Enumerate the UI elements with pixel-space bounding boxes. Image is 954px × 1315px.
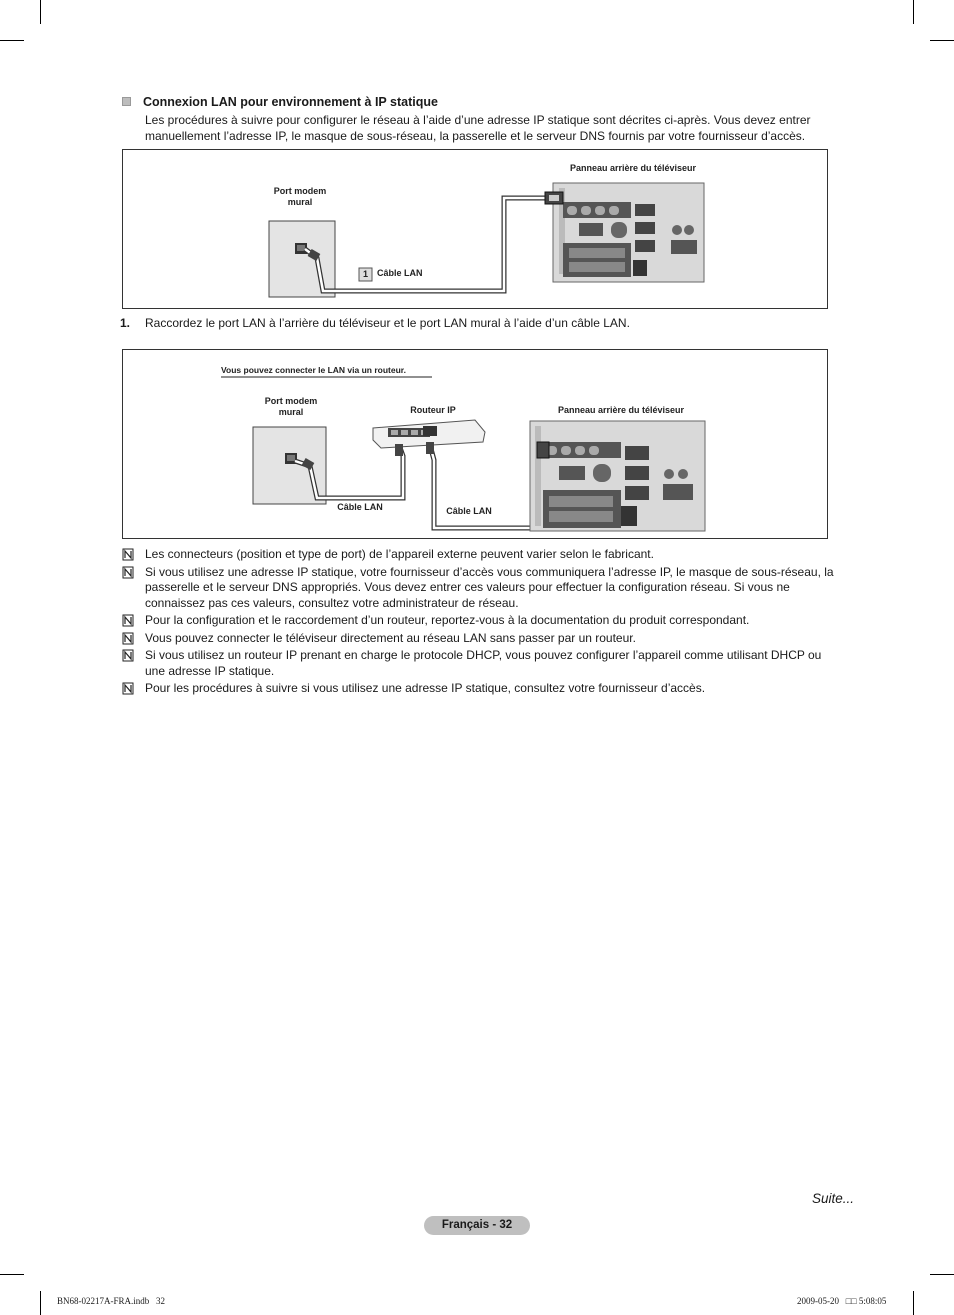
note-text: Pour les procédures à suivre si vous utilisez une adresse IP statique, consultez votre fournisseur d’accès.	[145, 681, 706, 695]
note-text: Si vous utilisez une adresse IP statique, votre fournisseur d’accès vous communiquera l’adresse IP, le masque de sous-réseau, la passerelle et le serveur DNS appropriés. Vous devez entrer ces valeurs pour effectuer la configuration réseau. Si vous ne connaissez pas ces valeurs, consultez votre administrateur de réseau.	[145, 564, 834, 610]
crop-mark	[40, 1291, 41, 1315]
note-item	[120, 565, 840, 612]
continuation-text: Suite...	[812, 1191, 855, 1206]
note-item	[120, 631, 840, 647]
crop-mark	[0, 1274, 24, 1275]
note-item	[120, 547, 840, 563]
note-text: Vous pouvez connecter le téléviseur directement au réseau LAN sans passer par un routeur.	[145, 630, 636, 645]
diagram-direct-connection	[122, 149, 828, 309]
cable-label-tv: Câble LAN	[446, 506, 492, 516]
note-icon	[122, 682, 134, 695]
step-text: Raccordez le port LAN à l’arrière du téléviseur et le port LAN mural à l’aide d’un câble LAN.	[145, 316, 630, 330]
wall-port-label: Port modem mural	[264, 396, 318, 417]
note-icon	[122, 548, 134, 561]
step-1	[120, 316, 630, 331]
note-text: Pour la configuration et le raccordement d’un routeur, reportez-vous à la documentation du produit correspondant.	[145, 613, 750, 627]
note-icon	[122, 614, 134, 627]
crop-mark	[913, 0, 914, 24]
cable-label-wall: Câble LAN	[337, 502, 383, 512]
section-title: Connexion LAN pour environnement à IP statique	[143, 95, 438, 109]
note-icon	[122, 632, 134, 645]
section-header	[122, 94, 842, 110]
tv-panel-label: Panneau arrière du téléviseur	[557, 405, 685, 415]
crop-mark	[913, 1291, 914, 1315]
cable-number: 1	[362, 269, 368, 279]
page-number-badge: Français - 32	[424, 1216, 530, 1235]
notes-list	[120, 547, 840, 699]
crop-mark	[40, 0, 41, 24]
section-intro: Les procédures à suivre pour configurer le réseau à l’aide d’une adresse IP statique sont décrites ci-après. Vous devez entrer manuellement l’adresse IP, le masque de sous-réseau, la passerelle et le serveur DNS fournis par votre fournisseur d’accès.	[145, 113, 811, 143]
note-text: Les connecteurs (position et type de port) de l’appareil externe peuvent varier selon le fabricant.	[145, 547, 654, 561]
cable-label: Câble LAN	[377, 268, 423, 278]
note-item	[120, 681, 840, 697]
footer-datetime: 2009-05-20 □□ 5:08:05	[797, 1296, 887, 1306]
footer-file: BN68-02217A-FRA.indb 32	[57, 1296, 166, 1306]
bullet-square-icon	[122, 97, 131, 106]
router-note: Vous pouvez connecter le LAN via un routeur.	[221, 365, 406, 375]
note-item	[120, 648, 840, 679]
crop-mark	[0, 40, 24, 41]
tv-panel-label: Panneau arrière du téléviseur	[569, 163, 697, 173]
step-number: 1.	[120, 316, 131, 330]
crop-mark	[930, 1274, 954, 1275]
crop-mark	[930, 40, 954, 41]
router-label: Routeur IP	[410, 405, 456, 415]
direct-connection-illustration	[123, 150, 829, 310]
note-icon	[122, 649, 134, 662]
note-icon	[122, 566, 134, 579]
diagram-router-connection	[122, 349, 828, 539]
note-item	[120, 613, 840, 629]
wall-port-label: Port modem mural	[273, 186, 327, 207]
note-text: Si vous utilisez un routeur IP prenant en charge le protocole DHCP, vous pouvez configurer l’appareil comme utilisant DHCP ou une adresse IP statique.	[145, 648, 822, 678]
